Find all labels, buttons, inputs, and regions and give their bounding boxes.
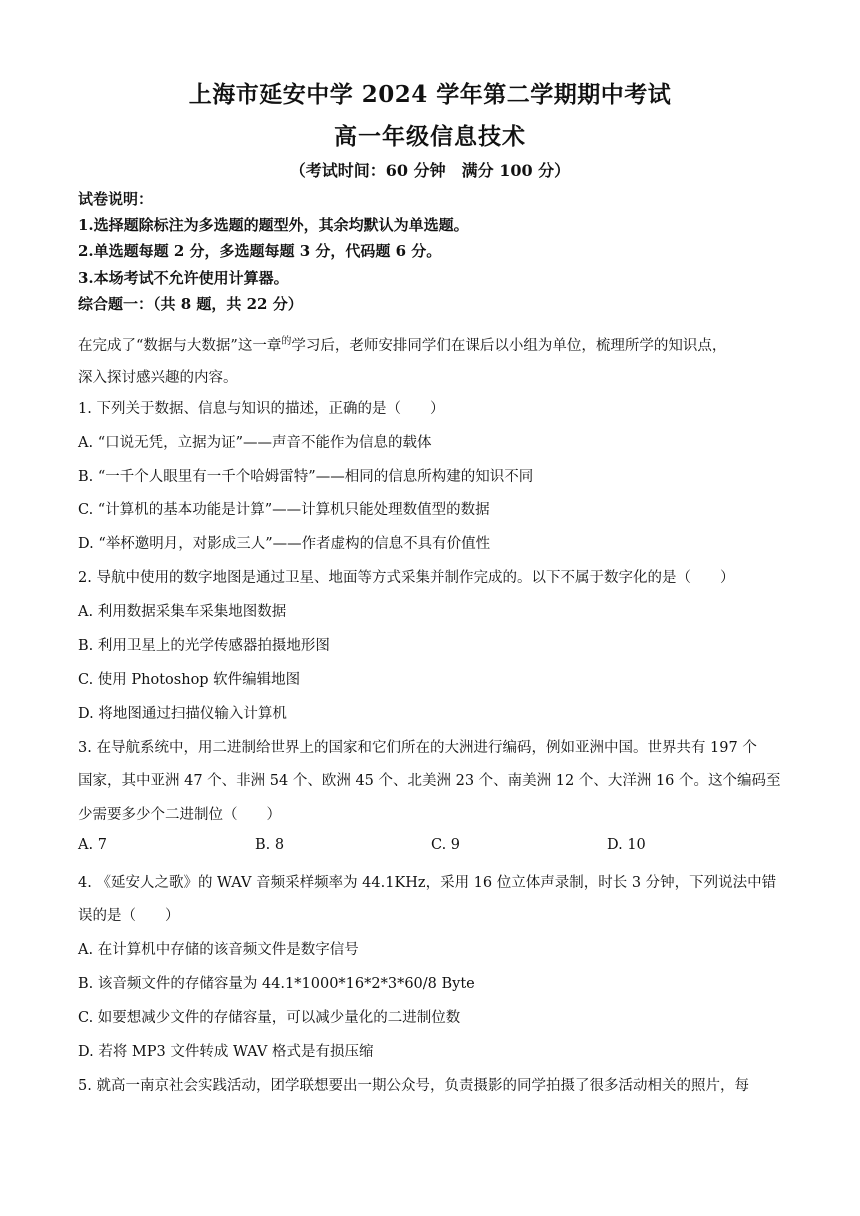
question-3-option-c: C. 9	[431, 837, 461, 853]
exam-title: 上海市延安中学 2024 学年第二学期期中考试	[188, 81, 672, 108]
question-1-stem: 1. 下列关于数据、信息与知识的描述，正确的是（ ）	[78, 401, 445, 417]
question-4-option-d: D. 若将 MP3 文件转成 WAV 格式是有损压缩	[78, 1044, 374, 1060]
question-2-option-d: D. 将地图通过扫描仪输入计算机	[78, 706, 287, 722]
intro-text: 在完成了“数据与大数据”这一章	[78, 337, 282, 354]
question-4-option-c: C. 如要想减少文件的存储容量，可以减少量化的二进制位数	[78, 1010, 461, 1026]
question-4-option-a: A. 在计算机中存储的该音频文件是数字信号	[78, 942, 359, 958]
instructions-heading: 试卷说明：	[78, 190, 154, 208]
exam-info: （考试时间：60 分钟 满分 100 分）	[289, 161, 571, 180]
question-2-option-c: C. 使用 Photoshop 软件编辑地图	[78, 672, 301, 688]
question-1-option-a: A. “口说无凭，立据为证”——声音不能作为信息的载体	[78, 435, 432, 451]
question-2-option-b: B. 利用卫星上的光学传感器拍摄地形图	[78, 638, 330, 654]
section-intro	[78, 332, 726, 355]
instruction-item: 2.单选题每题 2 分，多选题每题 3 分，代码题 6 分。	[78, 242, 442, 260]
exam-subtitle: 高一年级信息技术	[334, 123, 526, 150]
question-3-stem: 国家，其中亚洲 47 个、非洲 54 个、欧洲 45 个、北美洲 23 个、南美洲 12 个、大洋洲 16 个。这个编码至	[78, 773, 781, 789]
question-5-stem: 5. 就高一南京社会实践活动，团学联想要出一期公众号，负责摄影的同学拍摄了很多活动相关的照片，每	[78, 1078, 749, 1094]
intro-text: 学习后，老师安排同学们在课后以小组为单位，梳理所学的知识点，	[291, 337, 727, 354]
question-2-option-a: A. 利用数据采集车采集地图数据	[78, 604, 287, 620]
question-4-option-b: B. 该音频文件的存储容量为 44.1*1000*16*2*3*60/8 Byte	[78, 976, 475, 992]
question-3-stem: 3. 在导航系统中，用二进制给世界上的国家和它们所在的大洲进行编码，例如亚洲中国。世界共有 197 个	[78, 740, 757, 756]
section-heading: 综合题一：（共 8 题，共 22 分）	[78, 295, 303, 313]
question-1-option-c: C. “计算机的基本功能是计算”——计算机只能处理数值型的数据	[78, 502, 490, 518]
question-4-stem: 4. 《延安人之歌》的 WAV 音频采样频率为 44.1KHz，采用 16 位立体声录制，时长 3 分钟，下列说法中错	[78, 875, 777, 891]
question-2-stem: 2. 导航中使用的数字地图是通过卫星、地面等方式采集并制作完成的。以下不属于数字化的是（ ）	[78, 570, 735, 586]
question-4-stem: 误的是（ ）	[78, 908, 180, 924]
section-intro-line2: 深入探讨感兴趣的内容。	[78, 370, 238, 386]
question-3-option-d: D. 10	[607, 837, 646, 853]
instruction-item: 3.本场考试不允许使用计算器。	[78, 269, 289, 287]
question-3-stem: 少需要多少个二进制位（ ）	[78, 807, 281, 823]
question-1-option-b: B. “一千个人眼里有一千个哈姆雷特”——相同的信息所构建的知识不同	[78, 469, 534, 485]
intro-superscript: 的	[281, 336, 292, 347]
question-3-option-b: B. 8	[255, 837, 285, 853]
question-1-option-d: D. “举杯邀明月，对影成三人”——作者虚构的信息不具有价值性	[78, 536, 491, 552]
instruction-item: 1.选择题除标注为多选题的题型外，其余均默认为单选题。	[78, 216, 469, 234]
question-3-option-a: A. 7	[78, 837, 107, 853]
